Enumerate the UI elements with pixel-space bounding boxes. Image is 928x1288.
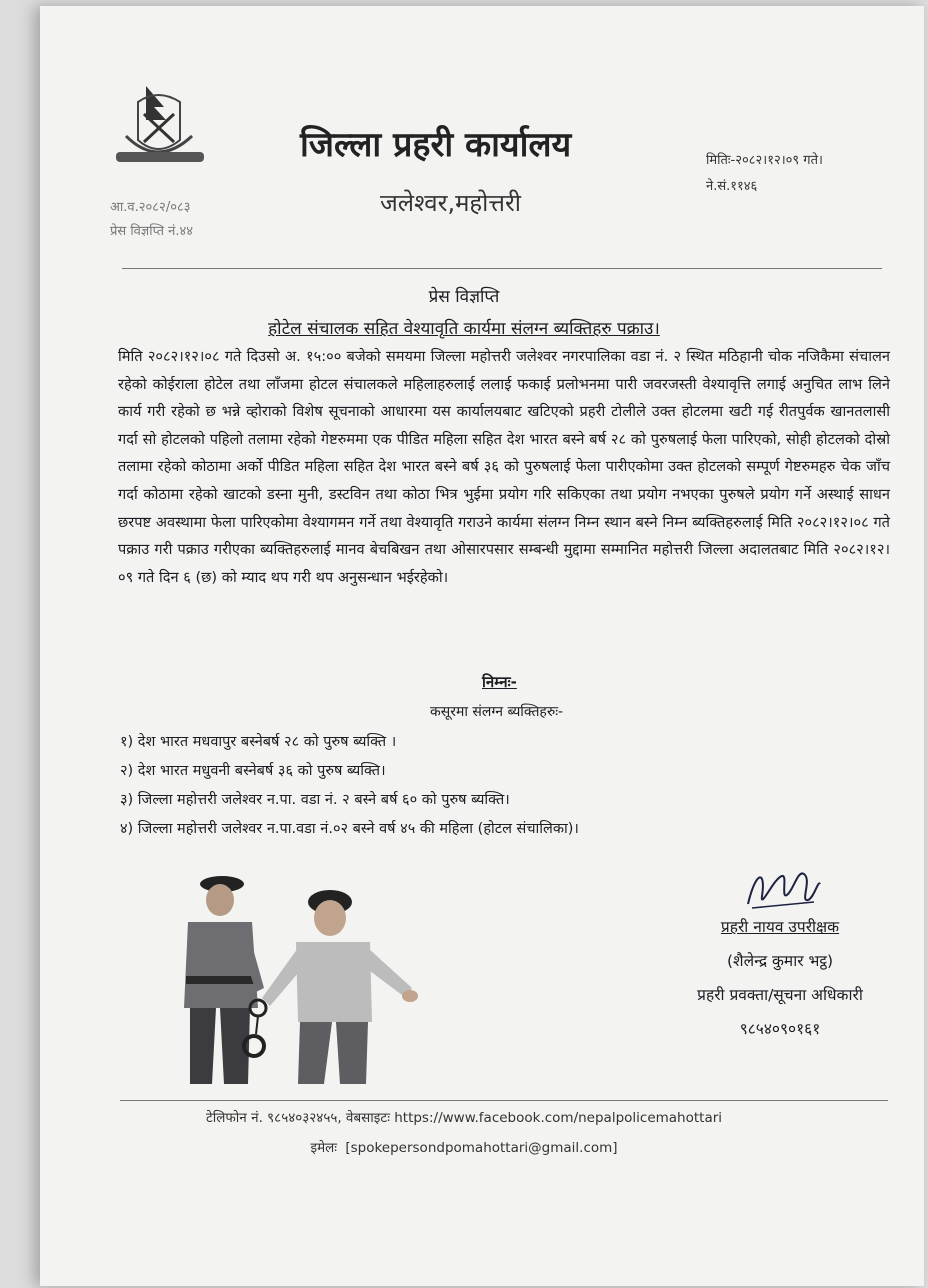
serial-number: ने.सं.११४६: [706, 179, 758, 194]
press-release-number: प्रेस विज्ञप्ति नं.४४: [110, 224, 194, 239]
office-name: जिल्ला प्रहरी कार्यालय: [300, 125, 572, 165]
footer-email-line: [0, 1138, 928, 1156]
date-block: [706, 148, 823, 200]
list-item: १) देश भारत मधवापुर बस्नेबर्ष २८ को पुरुष ब्यक्ति ।: [120, 734, 397, 750]
reference-numbers: [110, 196, 193, 244]
notice-type: प्रेस विज्ञप्ति: [428, 287, 500, 307]
footer-contact: टेलिफोन नं. ९८५४०३२४५५, वेबसाइटः https://www.facebook.com/nepalpolicemahottari: [205, 1110, 723, 1126]
signatory-role: प्रहरी प्रवक्ता/सूचना अधिकारी: [697, 986, 863, 1004]
email-label: इमेलः: [310, 1140, 338, 1156]
list-intro: निम्नः-: [482, 673, 517, 691]
notice-body: मिति २०८२।१२।०८ गते दिउसो अ. १५:०० बजेको समयमा जिल्ला महोत्तरी जलेश्वर नगरपालिका वडा नं. २ स्थित मठिहानी चोक नजिकैमा संचालन रहेको कोईराला होटेल तथा लाँजमा होटल संचालकले महिलाहरुलाई ललाई फकाई प्रलोभनमा पारी जवरजस्ती वेश्यावृत्ति लगाई अनुचित लाभ लिने कार्य गरी रहेको छ भन्ने व्होराको विशेष सूचनाको आधारमा यस कार्यालयबाट खटिएको प्रहरी टोलीले उक्त होटलमा खटी गई रीतपुर्वक खानतलासी गर्दा सो होटलको पहिलो तलामा रहेको गेष्टरुममा एक पीडित महिला सहित देश भारत बस्ने बर्ष २८ को पुरुषलाई फेला पारिएको, सोही होटलको दोस्रो तलामा रहेको कोठामा अर्को पीडित महिला सहित देश भारत बस्ने बर्ष ३६ को पुरुषलाई फेला पारीएकोमा उक्त होटलको सम्पूर्ण गेष्टरुमहरु चेक जाँच गर्दा कोठामा रहेको खाटको डस्ना मुनी, डस्टविन तथा कोठा भित्र भुईमा प्रयोग गरि सकिएका तथा प्रयोग नभएका पुरुषले प्रयोग गर्ने अस्थाई साधन छरपष्ट अवस्थामा फेला पारिएकोमा वेश्यागमन गर्ने तथा वेश्यावृति गराउने कार्यमा संलग्न निम्न स्थान बस्ने निम्न ब्यक्तिहरुलाई मिति २०८२।१२।०८ गते पक्राउ गरी पक्राउ गरीएका ब्यक्तिहरुलाई मानव बेचबिखन तथा ओसारपसार सम्बन्धी मुद्दामा सम्मानित महोत्तरी जिल्ला अदालतबाट मिति २०८२।१२।०९ गते दिन ६ (छ) को म्याद थप गरी थप अनुसन्धान भईरहेको।: [118, 348, 890, 586]
notice-headline: होटेल संचालक सहित वेश्यावृति कार्यमा संलग्न ब्यक्तिहरु पक्राउ।: [268, 319, 660, 339]
list-item: ४) जिल्ला महोत्तरी जलेश्वर न.पा.वडा नं.०२ बस्ने वर्ष ४५ की महिला (होटल संचालिका)।: [120, 821, 579, 837]
signatory-name: (शैलेन्द्र कुमार भट्ठ): [726, 952, 834, 970]
office-location: जलेश्वर,महोत्तरी: [380, 189, 521, 217]
signature-mark: [742, 866, 824, 916]
release-date: मितिः-२०८२।१२।०९ गते।: [706, 153, 823, 168]
fiscal-year: आ.व.२०८२/०८३: [110, 200, 191, 215]
list-item: २) देश भारत मधुवनी बस्नेबर्ष ३६ को पुरुष ब्यक्ति।: [120, 763, 386, 779]
signatory-block: [660, 910, 900, 1046]
list-item: ३) जिल्ला महोत्तरी जलेश्वर न.पा. वडा नं. २ बस्ने बर्ष ६० को पुरुष ब्यक्ति।: [120, 792, 510, 808]
footer-divider: [120, 1100, 888, 1101]
header-divider: [122, 268, 882, 269]
signatory-rank: प्रहरी नायव उपरीक्षक: [720, 918, 840, 936]
nepal-police-emblem-icon: [108, 80, 208, 174]
persons-list: [120, 728, 579, 844]
email-address: [spokepersondpomahottari@gmail.com]: [345, 1140, 618, 1156]
signatory-phone: ९८५४०९०१६१: [739, 1020, 821, 1038]
persons-heading: कसूरमा संलग्न ब्यक्तिहरुः-: [430, 704, 564, 720]
arrest-illustration: [160, 858, 430, 1088]
